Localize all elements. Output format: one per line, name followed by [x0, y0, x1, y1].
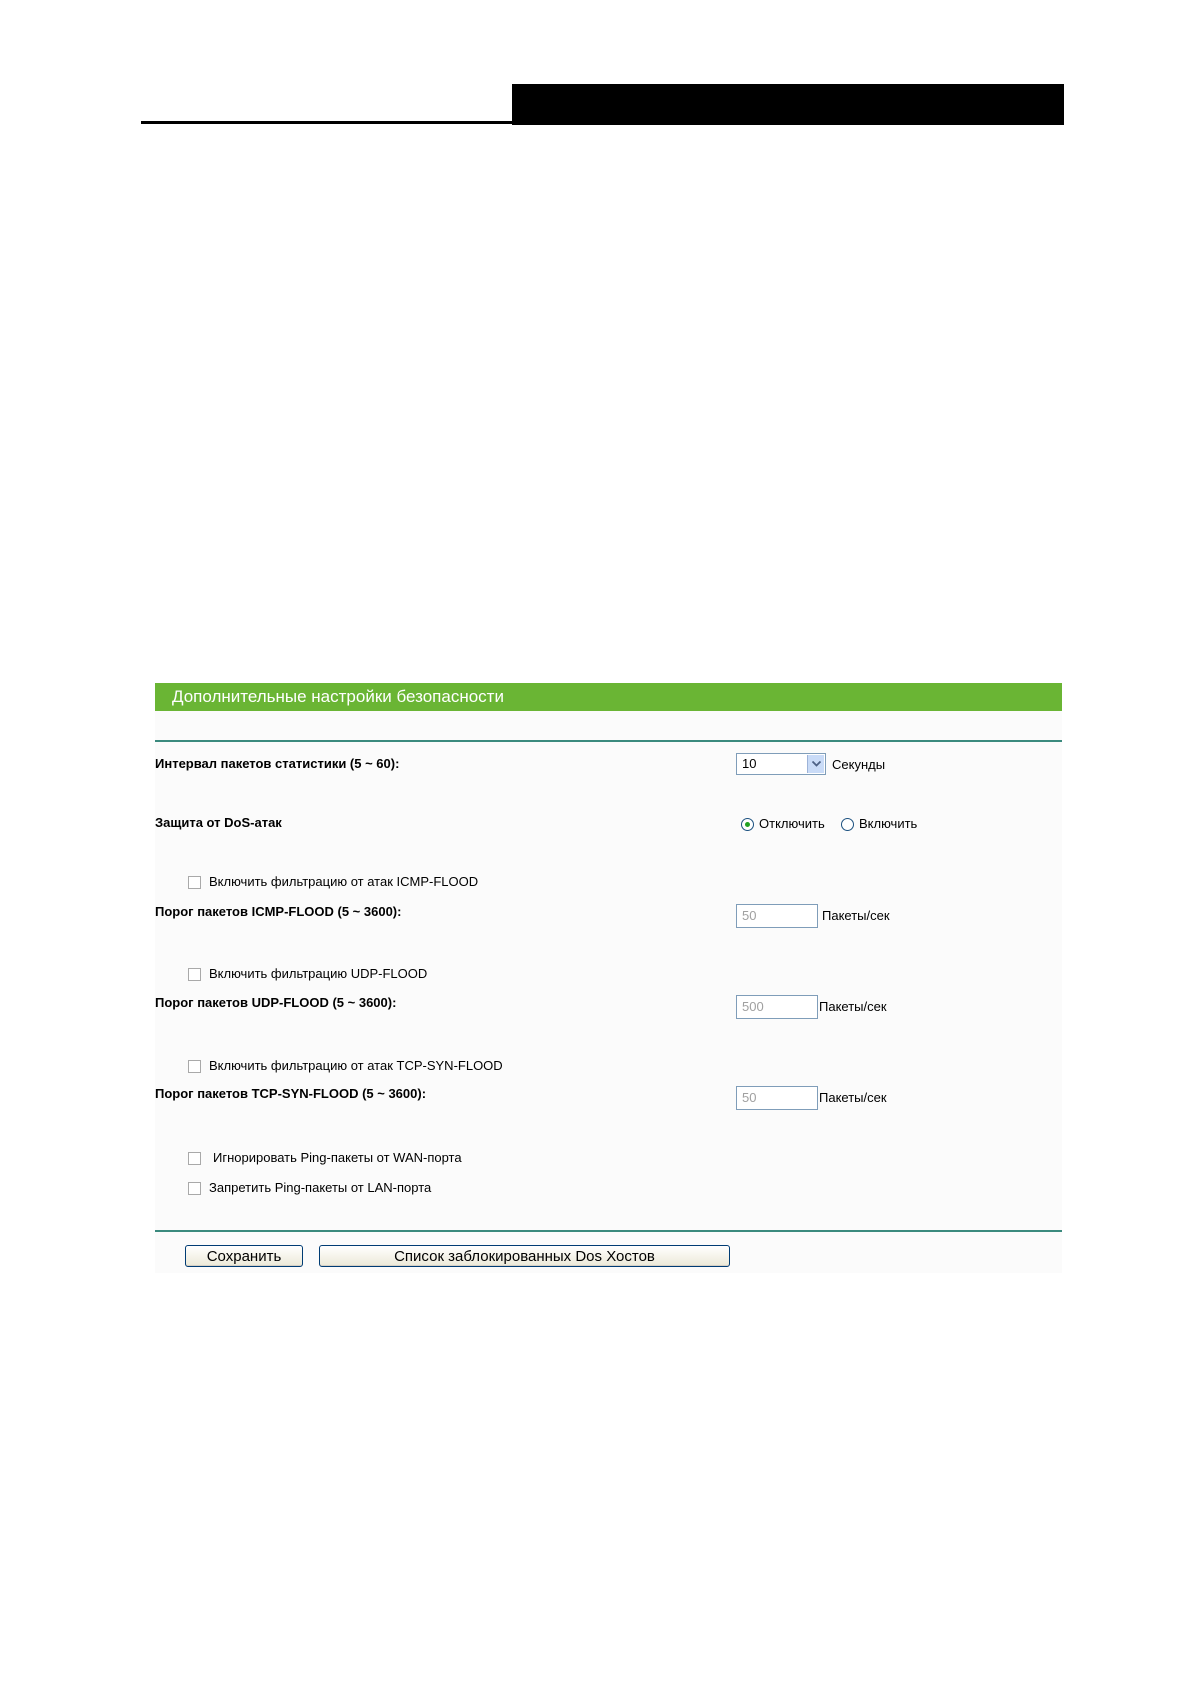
tcp-syn-threshold-label: Порог пакетов TCP-SYN-FLOOD (5 ~ 3600):	[155, 1086, 427, 1101]
stats-interval-value: 10	[742, 756, 757, 771]
udp-threshold-label: Порог пакетов UDP-FLOOD (5 ~ 3600):	[155, 995, 397, 1010]
header-black-bar	[512, 84, 1064, 125]
save-button[interactable]: Сохранить	[185, 1245, 303, 1267]
udp-threshold-unit: Пакеты/сек	[819, 999, 887, 1014]
header-rule	[141, 121, 513, 124]
stats-interval-unit: Секунды	[832, 757, 886, 772]
icmp-threshold-input[interactable]: 50	[736, 904, 818, 928]
top-divider	[155, 740, 1062, 742]
icmp-filter-label: Включить фильтрацию от атак ICMP-FLOOD	[209, 874, 479, 889]
icmp-filter-checkbox[interactable]	[188, 876, 201, 889]
stats-interval-select[interactable]	[736, 753, 826, 775]
forbid-lan-ping-label: Запретить Ping-пакеты от LAN-порта	[209, 1180, 432, 1195]
icmp-threshold-label: Порог пакетов ICMP-FLOOD (5 ~ 3600):	[155, 904, 402, 919]
ignore-wan-ping-label: Игнорировать Ping-пакеты от WAN-порта	[213, 1150, 462, 1165]
chevron-down-icon[interactable]	[807, 755, 824, 773]
tcp-syn-threshold-input[interactable]: 50	[736, 1086, 818, 1110]
dos-enable-label: Включить	[859, 816, 918, 831]
security-settings-panel	[155, 683, 1062, 1273]
dos-disable-radio[interactable]	[741, 818, 754, 831]
blocked-dos-hosts-button[interactable]: Список заблокированных Dos Хостов	[319, 1245, 730, 1267]
forbid-lan-ping-checkbox[interactable]	[188, 1182, 201, 1195]
dos-protection-label: Защита от DoS-атак	[155, 815, 282, 830]
icmp-threshold-unit: Пакеты/сек	[822, 908, 890, 923]
bottom-divider	[155, 1230, 1062, 1232]
dos-enable-radio[interactable]	[841, 818, 854, 831]
dos-disable-label: Отключить	[759, 816, 825, 831]
tcp-syn-filter-label: Включить фильтрацию от атак TCP-SYN-FLOOD	[209, 1058, 503, 1073]
udp-filter-label: Включить фильтрацию UDP-FLOOD	[209, 966, 428, 981]
tcp-syn-threshold-unit: Пакеты/сек	[819, 1090, 887, 1105]
udp-threshold-input[interactable]: 500	[736, 995, 818, 1019]
ignore-wan-ping-checkbox[interactable]	[188, 1152, 201, 1165]
stats-interval-label: Интервал пакетов статистики (5 ~ 60):	[155, 756, 400, 771]
udp-filter-checkbox[interactable]	[188, 968, 201, 981]
panel-title: Дополнительные настройки безопасности	[155, 683, 1062, 711]
tcp-syn-filter-checkbox[interactable]	[188, 1060, 201, 1073]
